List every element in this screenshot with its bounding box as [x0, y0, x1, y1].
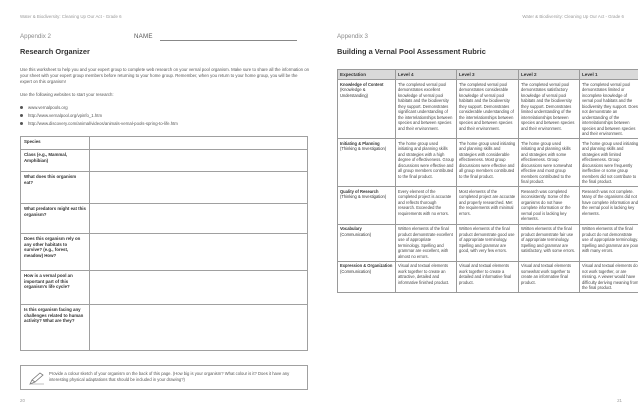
row-label: Is this organism facing any challenges related to human activity? What are they?: [21, 305, 90, 351]
rubric-cell: The home group used initiating and planning skills and strategies with considerable effectiveness. Most group discussions were effective and all group members contributed to the final product.: [457, 139, 519, 187]
website-link[interactable]: http://www.vernalpool.org/vpinfo_1.htm: [20, 111, 178, 119]
row-label: Species: [21, 137, 90, 150]
website-link[interactable]: http://www.discovery.com/animal/videos/animals-vernal-pools-spring-to-life.htm: [20, 119, 178, 127]
expectation-cell: Vocabulary (Communication): [338, 224, 396, 261]
rubric-cell: Written elements of the final product demonstrate fair use of appropriate terminology. Spelling and grammar are satisfactory, with some errors.: [519, 224, 580, 261]
right-page-header: Water & Biodiversity: Cleaning Up Our Act - Grade 6: [522, 14, 624, 19]
rubric-cell: The completed vernal pool demonstrates excellent knowledge of vernal pool habitats and the biodiversity they support. Demonstrates significant understanding of the interrelationships between species and between species and their environment.: [396, 80, 457, 139]
answer-cell[interactable]: [90, 172, 308, 204]
row-label: What predators might eat this organism?: [21, 204, 90, 234]
table-row: [21, 204, 308, 234]
rubric-cell: The home group used initiating and planning skills and strategies with limited effectiveness. Group discussions were frequently ineffective or some group members did not contribute to the final product.: [580, 139, 638, 187]
table-row: [21, 271, 308, 305]
name-label: NAME: [134, 33, 153, 40]
column-header: Level 2: [519, 70, 580, 80]
rubric-cell: The home group used initiating and planning skills and strategies with some effectiveness. Group discussions were somewhat effective and most group members contributed to the final product.: [519, 139, 580, 187]
rubric-row: [338, 80, 638, 139]
answer-cell[interactable]: [90, 271, 308, 305]
expectation-cell: Knowledge of Content (Knowledge & Understanding): [338, 80, 396, 139]
rubric-cell: Research was not complete. Many of the organisms did not have complete information and the vernal pool is lacking key elements.: [580, 187, 638, 224]
right-page: [319, 0, 638, 413]
rubric-row: [338, 187, 638, 224]
rubric-cell: Research was completed inconsistently. Some of the organisms do not have complete information or the vernal pool is lacking key elements.: [519, 187, 580, 224]
column-header: Level 4: [396, 70, 457, 80]
answer-cell[interactable]: [90, 234, 308, 271]
bullet-icon: [20, 106, 23, 109]
rubric-cell: Written elements of the final product do not demonstrate use of appropriate terminology. Spelling and grammar are poor with many errors.: [580, 224, 638, 261]
column-header: Expectation: [338, 70, 396, 80]
rubric-cell: Visual and textual elements work together to create a detailed and informative final product.: [457, 261, 519, 293]
page-title: Building a Vernal Pool Assessment Rubric: [337, 47, 486, 56]
rubric-cell: Visual and textual elements somewhat work together to create an informative final product.: [519, 261, 580, 293]
row-label: Does this organism rely on any other habitats to survive? (e.g., forest, meadow) How?: [21, 234, 90, 271]
answer-cell[interactable]: [90, 150, 308, 172]
rubric-header-row: [338, 70, 638, 80]
expectation-cell: Initiating & Planning (Thinking & Investigation): [338, 139, 396, 187]
row-label: What does this organism eat?: [21, 172, 90, 204]
bullet-icon: [20, 114, 23, 117]
bullet-icon: [20, 122, 23, 125]
name-field[interactable]: [160, 40, 297, 41]
table-row: [21, 305, 308, 351]
page-number: 21: [617, 398, 622, 403]
rubric-cell: Written elements of the final product demonstrate excellent use of appropriate terminology. Spelling and grammar are excellent, with almost no errors.: [396, 224, 457, 261]
column-header: Level 1: [580, 70, 638, 80]
row-label: Class (e.g., Mammal, Amphibian): [21, 150, 90, 172]
rubric-cell: Written elements of the final product demonstrate good use of appropriate terminology. Spelling and grammar are good, with very few errors.: [457, 224, 519, 261]
left-page-header: Water & Biodiversity: Cleaning Up Our Act - Grade 6: [20, 14, 122, 19]
website-list: [20, 103, 178, 128]
sketch-instructions-box: [20, 365, 308, 390]
pencil-drawing-icon: [29, 372, 45, 385]
sketch-instructions-text: Provide a colour sketch of your organism on the back of this page. (How big is your organism? What colour is it? Does it have any interesting physical adaptations that should be included in your drawing?): [49, 371, 290, 382]
page-title: Research Organizer: [20, 47, 90, 56]
rubric-row: [338, 224, 638, 261]
rubric-cell: The completed vernal pool demonstrates satisfactory knowledge of vernal pool habitats and the biodiversity they support. Demonstrates limited understanding of the interrelationships between species and between species and their environment.: [519, 80, 580, 139]
rubric-cell: The completed vernal pool demonstrates considerable knowledge of vernal pool habitats and the biodiversity they support. Demonstrates considerable understanding of the interrelationships between species and between species and their environment.: [457, 80, 519, 139]
rubric-cell: The completed vernal pool demonstrates limited or incomplete knowledge of vernal pool habitats and the biodiversity they support. Does not demonstrate an understanding of the interrelationships between species and between species and their environment.: [580, 80, 638, 139]
rubric-cell: Most elements of the completed project are accurate and properly researched. Met the requirements with minimal errors.: [457, 187, 519, 224]
expectation-cell: Quality of Research (Thinking & Investigation): [338, 187, 396, 224]
answer-cell[interactable]: [90, 204, 308, 234]
assessment-rubric-table: [337, 69, 638, 293]
websites-intro: Use the following websites to start your research:: [20, 92, 114, 97]
rubric-row: [338, 139, 638, 187]
table-row: [21, 150, 308, 172]
rubric-cell: The home group used initiating and planning skills and strategies with a high degree of effectiveness. Group discussions were effective and all group members contributed to the final product.: [396, 139, 457, 187]
table-row: [21, 234, 308, 271]
table-row: [21, 137, 308, 150]
row-label: How is a vernal pool an important part of this organism's life cycle?: [21, 271, 90, 305]
table-row: [21, 172, 308, 204]
intro-text: Use this worksheet to help you and your expert group to complete web research on your vernal pool organism. Make sure to share all the information on your sheet with your expert group members before returning to your home group. Remember, when you return to your home group, you will be the expert on this organism!: [20, 67, 310, 85]
rubric-row: [338, 261, 638, 293]
column-header: Level 3: [457, 70, 519, 80]
rubric-cell: Visual and textual elements do not work together, or are missing. A viewer would have difficulty deriving meaning from the final product.: [580, 261, 638, 293]
rubric-cell: Visual and textual elements work together to create an attractive, detailed and informative finished product.: [396, 261, 457, 293]
answer-cell[interactable]: [90, 305, 308, 351]
research-organizer-table: [20, 136, 308, 351]
answer-cell[interactable]: [90, 137, 308, 150]
appendix-label: Appendix 2: [20, 33, 51, 40]
expectation-cell: Expression & Organization (Communication): [338, 261, 396, 293]
website-link[interactable]: www.vernalpools.org: [20, 103, 178, 111]
appendix-label: Appendix 3: [337, 33, 368, 40]
rubric-cell: Every element of the completed project is accurate and reflects thorough research. Exceeded the requirements with no errors.: [396, 187, 457, 224]
page-number: 20: [20, 398, 25, 403]
